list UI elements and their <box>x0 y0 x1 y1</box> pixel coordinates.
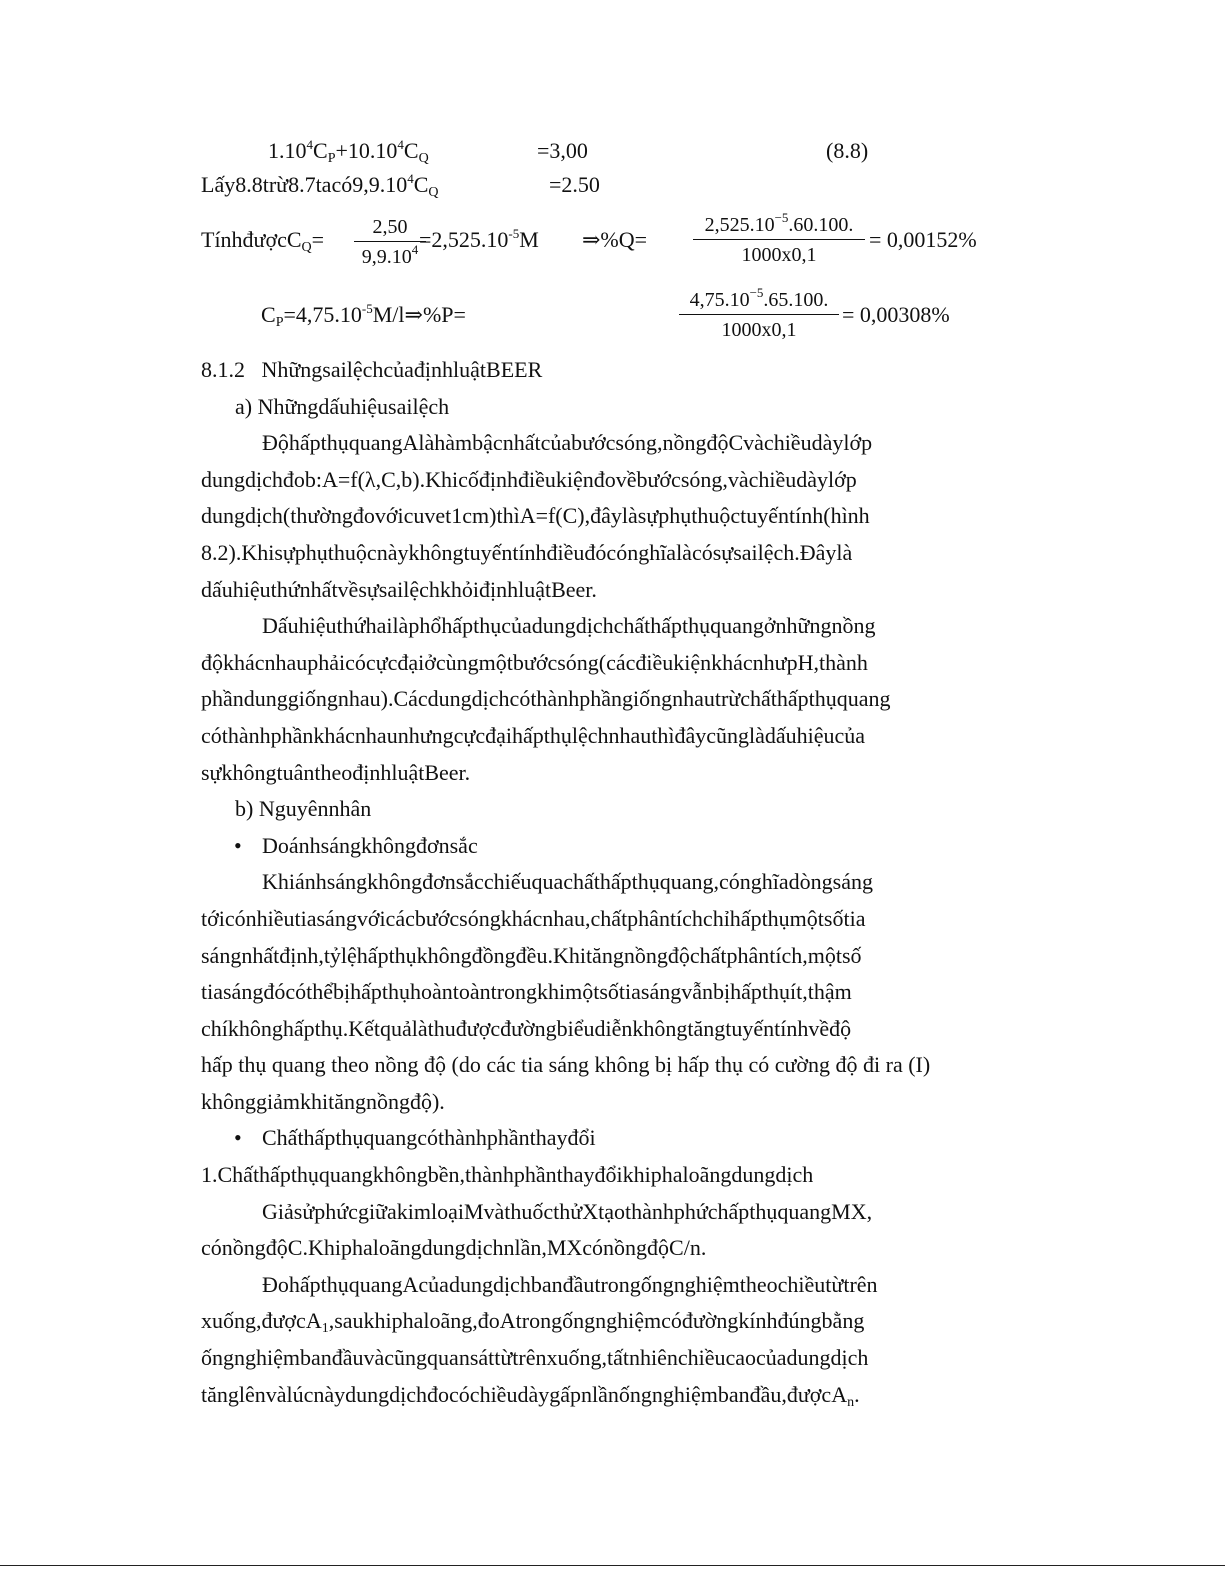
page-bottom-rule <box>0 1565 1225 1566</box>
paragraph-line: tớicónhiềutiasángvớicácbướcsóngkhácnhau,chấtphântíchchỉhấpthụmộtsốtia <box>201 905 866 931</box>
paragraph-line: độkhácnhauphảicócựcđạiởcùngmộtbướcsóng(cácđiềukiệnkhácnhưpH,thành <box>201 649 868 675</box>
equation-cq-label: TínhđượcC$_Q$= <box>201 227 325 255</box>
bullet-item: • Doánhsángkhôngđơnsắc <box>201 828 946 865</box>
paragraph-line: hấp thụ quang theo nồng độ (do các tia sáng không bị hấp thụ có cường độ đi ra (I) <box>201 1052 931 1078</box>
bullet-item: • Chấthấpthụquangcóthànhphầnthayđổi <box>201 1120 946 1157</box>
equation-8-8-value: =3,00 <box>537 138 588 163</box>
percent-p-result: = 0,00308% <box>842 302 950 327</box>
paragraph-line: tănglênvàlúcnàydungdịchđocóchiềudàygấpnlầnốngnghiệmbanđầu,đượcA$_n$. <box>201 1381 860 1410</box>
cq-result: $=2,525.10^{-5}M$ <box>419 226 539 252</box>
paragraph-line: cónồngđộC.Khiphaloãngdungdịchnlần,MXcónồngđộC/n. <box>201 1235 707 1261</box>
percent-q-result: = 0,00152% <box>869 227 977 252</box>
paragraph-line: dungdịchđob:A=f(λ,C,b).Khicốđịnhđiềukiệnđovềbướcsóng,vàchiềudàylớp <box>201 466 857 492</box>
paragraph-line: Dấuhiệuthứhailàphổhấpthụcủadungdịchchấthấpthụquangởnhữngnồng <box>262 613 876 639</box>
equation-subtract: $Lấy8.8trừ8.7tacó9,9.10^4C_Q$ <box>201 171 439 200</box>
body-text <box>201 352 946 1413</box>
paragraph-line: ốngnghiệmbanđầuvàcũngquansáttừtrênxuống,tấtnhiênchiềucaocủadungdịch <box>201 1345 869 1371</box>
equation-subtract-value: =2.50 <box>549 172 600 197</box>
paragraph-line: dấuhiệuthứnhấtvềsựsailệchkhỏiđịnhluậtBeer. <box>201 576 597 602</box>
subheading-b: b) Nguyênnhân <box>235 796 372 822</box>
paragraph-line: dungdịch(thườngđovớicuvet1cm)thìA=f(C),đâylàsựphụthuộctuyếntính(hình <box>201 503 870 529</box>
percent-q-label: ⇒%Q= <box>582 227 648 252</box>
paragraph-line: sángnhấtđịnh,tỷlệhấpthụkhôngđồngđều.Khităngnồngđộchấtphântích,mộtsố <box>201 942 862 968</box>
paragraph-line: khônggiảmkhităngnồngđộ). <box>201 1088 445 1114</box>
paragraph-line: Khiánhsángkhôngđơnsắcchiếuquachấthấpthụquang,cónghĩadòngsáng <box>262 869 873 895</box>
paragraph-line: tiasángđócóthểbịhấpthụhoàntoàntrongkhimộtsốtiasángvẫnbịhấpthụít,thậm <box>201 979 852 1005</box>
paragraph-line: ĐộhấpthụquangAlàhàmbậcnhấtcủabướcsóng,nồngđộCvàchiềudàylớp <box>262 430 873 456</box>
numbered-item: 1.Chấthấpthụquangkhôngbền,thànhphầnthayđổikhiphaloãngdungdịch <box>201 1162 814 1188</box>
equation-cp: $C_P=4,75.10^{-5}M/l\Rightarrow\%P=$ <box>261 301 466 330</box>
paragraph-line: cóthànhphầnkhácnhaunhưngcựcđạihấpthụlệchnhauthìđâycũnglàdấuhiệucủa <box>201 722 866 748</box>
paragraph-line: sựkhôngtuântheođịnhluậtBeer. <box>201 759 471 785</box>
section-heading: 8.1.2 NhữngsailệchcủađịnhluậtBEER <box>201 357 543 382</box>
paragraph-line: phầndunggiốngnhau).Cácdungdịchcóthànhphầngiốngnhautrừchấthấpthụquang <box>201 686 891 712</box>
equation-number: (8.8) <box>826 138 869 163</box>
bullet-dot-icon: • <box>234 832 242 858</box>
paragraph-line: 8.2).Khisựphụthuộcnàykhôngtuyếntínhđiềuđócónghĩalàcósựsailệch.Đâylà <box>201 539 853 565</box>
fraction-percent-q: $\frac{2,525.10^{-5}.60.100.}{1000x0,1}$ <box>693 213 865 267</box>
equation-8-8: $1.10^4C_P+10.10^4C_Q$ <box>268 137 429 166</box>
paragraph-line: GiảsửphứcgiữakimloạiMvàthuốcthửXtạothànhphứchấpthụquangMX, <box>262 1198 873 1224</box>
paragraph-line: chíkhônghấpthụ.Kếtquảlàthuđượcđườngbiểudiễnkhôngtăngtuyếntínhvềđộ <box>201 1015 852 1041</box>
paragraph-line: xuống,đượcA$_1$,saukhiphaloãng,đoAtrongốngnghiệmcóđườngkínhđúngbằng <box>201 1308 865 1337</box>
subheading-a: a) Nhữngdấuhiệusailệch <box>235 393 450 419</box>
fraction-percent-p: $\frac{4,75.10^{-5}.65.100.}{1000x0,1}$ <box>679 288 839 342</box>
paragraph-line: ĐohấpthụquangAcủadungdịchbanđầutrongốngnghiệmtheochiềutừtrên <box>262 1271 878 1297</box>
bullet-dot-icon: • <box>234 1125 242 1151</box>
fraction-cq: $\frac{2,50}{9,9.10^4}$ <box>354 215 426 269</box>
